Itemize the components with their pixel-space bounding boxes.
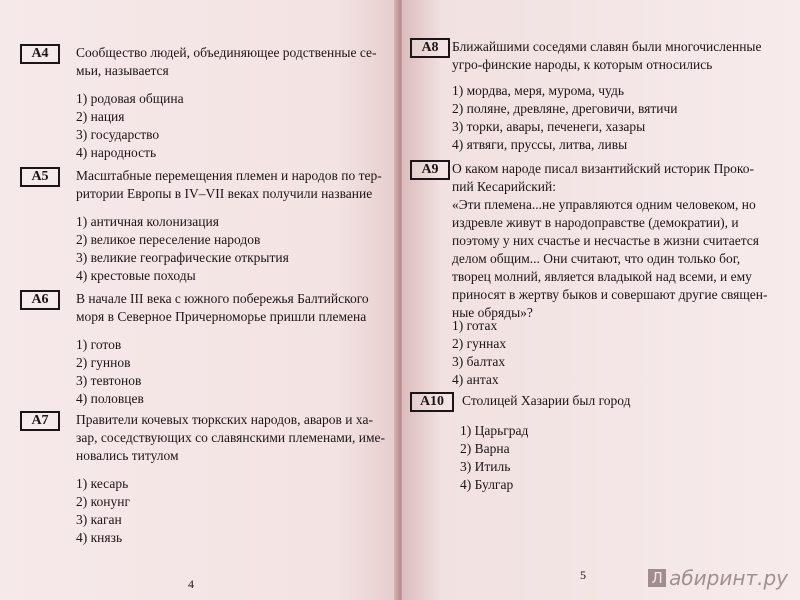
- options-list: [76, 90, 184, 162]
- options-list: [76, 213, 289, 285]
- option: 4) половцев: [76, 391, 144, 406]
- option: 1) родовая община: [76, 91, 184, 106]
- option: 1) готов: [76, 337, 122, 352]
- question-id: А6: [20, 290, 60, 310]
- option: 3) торки, авары, печенеги, хазары: [452, 119, 646, 134]
- option: 1) Царьград: [460, 423, 529, 438]
- question-id: А4: [20, 44, 60, 64]
- option: 4) крестовые походы: [76, 268, 196, 283]
- question-text: Ближайшими соседями славян были многочисленные угро-финские народы, к которым относились: [452, 39, 762, 72]
- option: 3) государство: [76, 127, 160, 142]
- option: 2) нация: [76, 109, 125, 124]
- options-list: [76, 336, 144, 408]
- question-text: В начале III века с южного побережья Балтийского моря в Северное Причерноморье пришли племена: [76, 291, 369, 324]
- option: 1) мордва, меря, мурома, чудь: [452, 83, 624, 98]
- option: 2) гуннов: [76, 355, 131, 370]
- page-number: 4: [188, 577, 194, 591]
- question-id: А8: [410, 38, 450, 58]
- option: 1) готах: [452, 318, 498, 333]
- option: 1) кесарь: [76, 476, 129, 491]
- question-text: О каком народе писал византийский историк Проко- пий Кесарийский: «Эти племена...не управляются одним человеком, но издревле живут в народоправстве (демократии), и поэтому у них счастье и несчастье в жизни считается делом общим... Они считают, что один только бог, творец молний, является владыкой над всеми, и ему приносят в жертву быков и совершают другие священ- ные обряды»?: [452, 161, 768, 320]
- question-id: А9: [410, 160, 450, 180]
- labirint-logo-icon: Л: [648, 569, 666, 587]
- option: 2) конунг: [76, 494, 130, 509]
- question-text: Сообщество людей, объединяющее родственные се- мьи, называется: [76, 45, 377, 78]
- question-id: А7: [20, 411, 60, 431]
- option: 3) тевтонов: [76, 373, 142, 388]
- option: 4) народность: [76, 145, 157, 160]
- question-text: Правители кочевых тюркских народов, аваров и ха- зар, соседствующих со славянскими племенами, име- новались титулом: [76, 412, 385, 463]
- option: 1) античная колонизация: [76, 214, 219, 229]
- option: 3) балтах: [452, 354, 506, 369]
- option: 3) Итиль: [460, 459, 511, 474]
- options-list: [460, 422, 528, 494]
- option: 4) ятвяги, пруссы, литва, ливы: [452, 137, 628, 152]
- options-list: [452, 82, 678, 154]
- watermark-text: абиринт.ру: [669, 566, 788, 590]
- options-list: [76, 475, 130, 547]
- options-list: [452, 317, 506, 389]
- option: 3) великие географические открытия: [76, 250, 289, 265]
- labirint-watermark: [648, 566, 788, 590]
- page-number: 5: [580, 568, 586, 582]
- option: 4) антах: [452, 372, 499, 387]
- question-text: Масштабные перемещения племен и народов по тер- ритории Европы в IV–VII веках получили название: [76, 168, 382, 201]
- question-id: А10: [410, 392, 454, 412]
- option: 4) князь: [76, 530, 123, 545]
- option: 2) поляне, древляне, дреговичи, вятичи: [452, 101, 678, 116]
- option: 4) Булгар: [460, 477, 514, 492]
- question-id: А5: [20, 167, 60, 187]
- left-page: [0, 0, 398, 600]
- option: 2) гуннах: [452, 336, 507, 351]
- option: 3) каган: [76, 512, 122, 527]
- option: 2) Варна: [460, 441, 510, 456]
- option: 2) великое переселение народов: [76, 232, 261, 247]
- right-page: [402, 0, 800, 600]
- question-text: Столицей Хазарии был город: [462, 393, 631, 408]
